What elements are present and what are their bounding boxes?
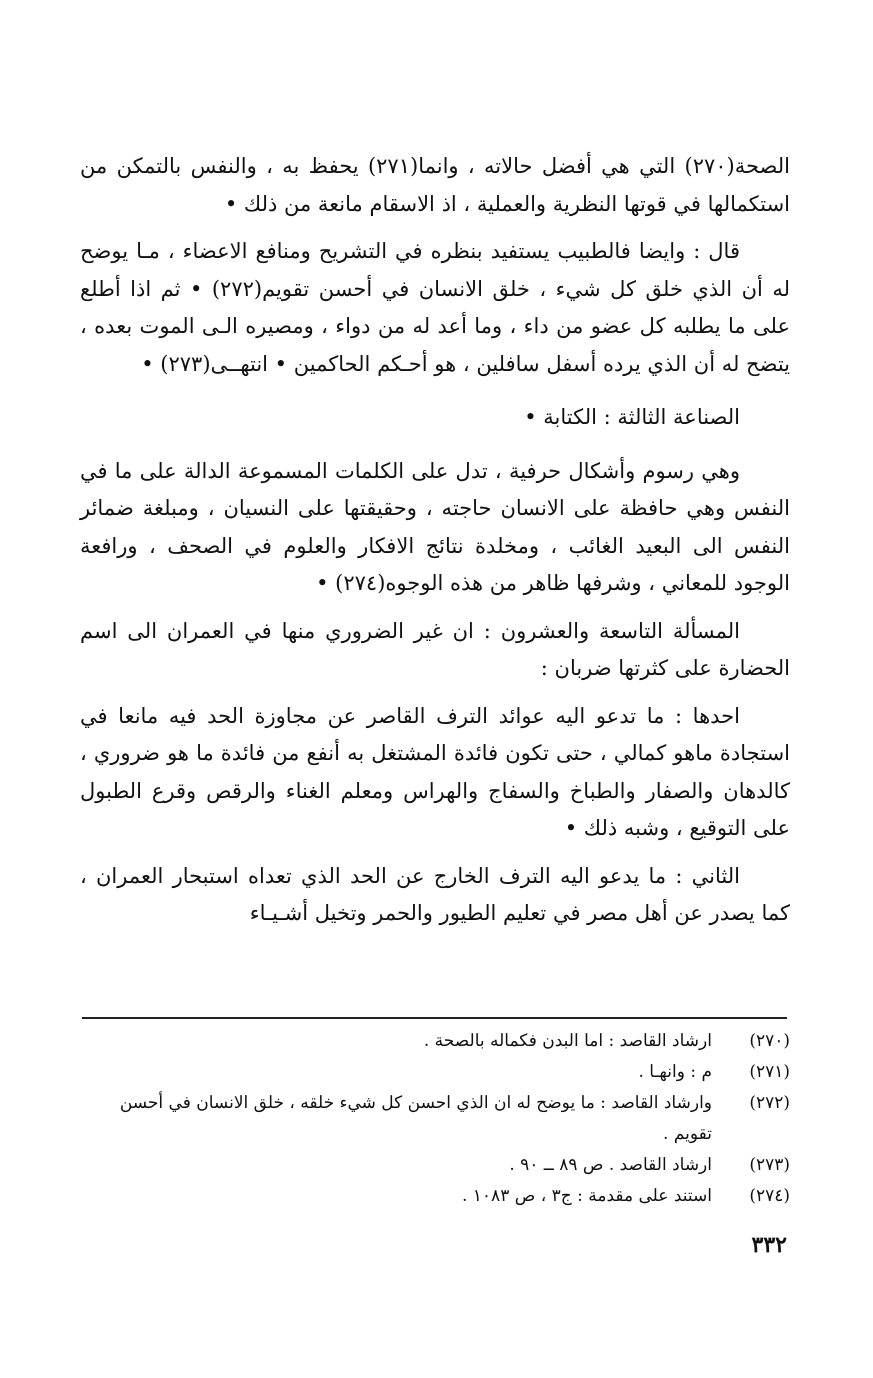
footnote-text: ارشاد القاصد . ص ٨٩ ــ ٩٠ .: [509, 1155, 712, 1175]
footnote-text: ارشاد القاصد : اما البدن فكماله بالصحة .: [423, 1031, 712, 1051]
footnote-text: م : وانهـا .: [638, 1062, 712, 1082]
footnote-number: (٢٧٠): [749, 1031, 790, 1051]
paragraph-6: احدها : ما تدعو اليه عوائد الترف القاصر عن مجاوزة الحد فيه مانعا في استجادة ماهو كمالي ، حتى تكون فائدة المشتغل به أنفع من فائدة ما هو ضروري ، كالدهان والصفار والطباخ والسفاج والهراس ومعلم الغناء والرقص وقرع الطبول على التوقيع ، وشبه ذلك •: [80, 703, 790, 840]
main-text: [80, 148, 790, 933]
page-number: ٣٣٢: [751, 1232, 787, 1258]
paragraph-5: المسألة التاسعة والعشرون : ان غير الضروري منها في العمران الى اسم الحضارة على كثرتها ضربان :: [80, 618, 790, 680]
paragraph-7: الثاني : ما يدعو اليه الترف الخارج عن الحد الذي تعداه استبحار العمران ، كما يصدر عن أهل مصر في تعليم الطيور والحمر وتخيل أشـيـاء: [80, 863, 790, 925]
footnote-number: (٢٧٤): [749, 1186, 790, 1206]
footnote-number: (٢٧١): [749, 1062, 790, 1082]
footnote-number: (٢٧٢): [749, 1093, 790, 1113]
footnote-number: (٢٧٣): [749, 1155, 790, 1175]
footnote-divider: [82, 1017, 787, 1019]
paragraph-4: وهي رسوم وأشكال حرفية ، تدل على الكلمات المسموعة الدالة على ما في النفس وهي حافظة على الانسان حاجته ، وحقيقتها على النسيان ، ومبلغة ضمائر النفس الى البعيد الغائب ، ومخلدة نتائج الافكار والعلوم في الصحف ، ورافعة الوجود للمعاني ، وشرفها ظاهر من هذه الوجوه(٢٧٤) •: [80, 458, 790, 595]
paragraph-1: الصحة(٢٧٠) التي هي أفضل حالاته ، وانما(٢٧١) يحفظ به ، والنفس بالتمكن من استكمالها في قوتها النظرية والعملية ، اذ الاسقام مانعة من ذلك •: [80, 154, 790, 216]
footnote-item: [80, 1026, 790, 1057]
footnote-item: [80, 1088, 790, 1150]
paragraph-2: قال : وايضا فالطبيب يستفيد بنظره في التشريح ومنافع الاعضاء ، مـا يوضح له أن الذي خلق كل شيء ، خلق الانسان في أحسن تقويم(٢٧٢) • ثم اذا أطلع على ما يطلبه كل عضو من داء ، وما أعد له من دواء ، ومصيره الـى الموت بعده ، يتضح له أن الذي يرده أسفل سافلين ، هو أحـكم الحاكمين • انتهــى(٢٧٣) •: [80, 239, 790, 376]
footnote-text: استند على مقدمة : ج٣ ، ص ١٠٨٣ .: [461, 1186, 712, 1206]
section-heading: الصناعة الثالثة : الكتابة •: [524, 405, 740, 429]
footnote-text: وارشاد القاصد : ما يوضح له ان الذي احسن كل شيء خلقه ، خلق الانسان في أحسن تقويم .: [119, 1093, 712, 1144]
footnotes: [80, 1026, 790, 1212]
footnote-item: [80, 1057, 790, 1088]
footnote-item: [80, 1150, 790, 1181]
footnote-item: [80, 1181, 790, 1212]
